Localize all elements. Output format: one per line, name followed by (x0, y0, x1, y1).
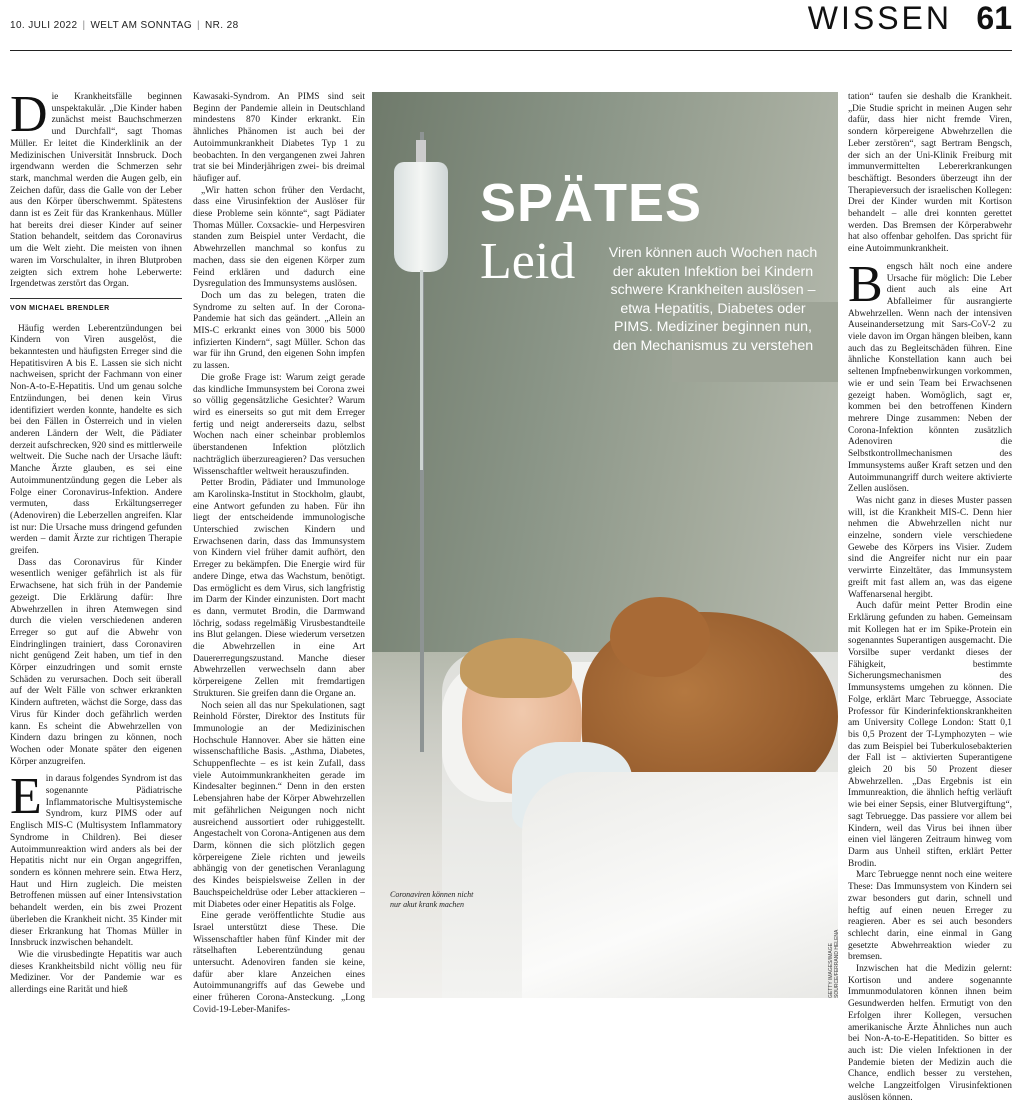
paragraph: tation“ taufen sie deshalb die Krankheit. „Die Studie spricht in meinen Augen sehr dafür, dass hier nicht fremde Viren, sondern körpereigene Abwehrzellen die Leber zerstören“, sagt Bertram Bengsch, der sich an der Uni-Klinik Freiburg mit immunvermittelten Lebererkrankungen beschäftigt. Besonders überzeugt ihn der Therapieversuch der israelischen Kollegen: Drei der Kinder wurden mit Kortison behandelt – alle drei konnten gerettet werden. Das Bremsen der Körperabwehr hat also offenbar geholfen. Das spricht für eine Autoimmunkrankheit. (848, 92, 1012, 255)
paragraph: Bengsch hält noch eine andere Ursache für möglich: Die Leber dient auch als eine Art Abfalleimer für ausrangierte Abwehrzellen. Wenn nach der intensiven Auseinandersetzung mit Sars-CoV-2 zu viele davon im Organ hängen bleiben, kann auch das zu Begleitschäden führen. Eine ähnliche Konstellation kann auch bei seltenen Impfnebenwirkungen vorkommen, wie er und sein Team bei Erwachsenen gezeigt haben. Womöglich, sagt er, kommen bei den betroffenen Kindern mehrere Dinge zusammen: Neben der Corona-Infektion könnten zusätzlich Adenoviren die Selbstkontrollmechanismen des Immunsystems außer Kraft setzen und den Autoimmunangriff durch weitere aktivierte Zellen auslösen. (848, 255, 1012, 495)
byline: VON MICHAEL BRENDLER (10, 298, 182, 315)
paragraph: „Wir hatten schon früher den Verdacht, dass eine Virusinfektion der Auslöser für diese Probleme sein könnte“, sagt Pädiater Thomas Müller. Coxsackie- und Herpesviren standen zum Beispiel unter Verdacht, die Abwehrzellen manchmal so konfus zu machen, dass sie den eigenen Körper zum Feind erklären und dadurch eine Dysregulation des Immunsystems auslösen. (193, 185, 365, 290)
dropcap: D (10, 86, 48, 143)
paragraph: Was nicht ganz in dieses Muster passen will, ist die Krankheit MIS-C. Denn hier nehmen die Abwehrzellen nicht nur einzelne, sondern viele verschiedene Gewebe des Körpers ins Visier. Zudem sind die Angreifer nicht nur ein paar verwirrte Einzeltäter, das Immunsystem greift mit fast allem an, was das eigene Waffenarsenal hergibt. (848, 495, 1012, 600)
paragraph: Doch um das zu belegen, traten die Syndrome zu selten auf. In der Corona-Pandemie hat sich das geändert. „Allein an MIS-C erkrankt eines von 3000 bis 5000 infizierten Kindern“, sagt Müller. Schon das war für ihn Grund, den eigenen Sohn impfen zu lassen. (193, 290, 365, 372)
photo-credit: GETTY IMAGES/IMAGE SOURCE/FERRAND HELENA (828, 929, 840, 998)
lead-paragraph: Die Krankheitsfälle beginnen unspektakulär. „Die Kinder haben zunächst meist Bauchschmerzen und Durchfall“, sagt Thomas Müller. Er leitet die Kinderklinik an der Medizinischen Universität Innsbruck. Doch irgendwann werden die Schmerzen sehr stark, manchmal werden die Augen gelb, ein Zeichen dafür, dass die Galle von der Leber aus den Körper überschwemmt. Spätestens dann ist es Zeit für das Krankenhaus. Müller hat bereits drei dieser Kinder auf seiner Station behandelt, seitdem das Coronavirus um die Welt zieht. Die meisten von ihnen waren im Vorschulalter, in ihren Blutproben zeigten sich extrem hohe Leberwerte: Irgendetwas zerstört das Organ. (10, 86, 182, 290)
headline-light: Leid (480, 233, 576, 290)
paragraph: Ein daraus folgendes Syndrom ist das sogenannte Pädiatrische Inflammatorische Multisystemische Syndrom, kurz PIMS oder auf Englisch MIS-C (Multisystem Inflammatory Syndrome in Children). Bei dieser Autoimmunreaktion wird anders als bei der Hepatitis nicht nur ein Organ angegriffen, sondern es können mehrere sein. Etwa Herz, Haut und Hirn zugleich. Die meisten Betroffenen müssen auf einer Intensivstation behandelt werden, ein bis zwei Prozent überleben die Krankheit nicht. 35 Kinder mit dieser Erkrankung hat Thomas Müller in Innsbruck inzwischen behandelt. (10, 768, 182, 949)
paragraph: Inzwischen hat die Medizin gelernt: Kortison und andere sogenannte Immunmodulatoren können ihnen beim Gesundwerden helfen. Ermutigt von den Erfolgen ihrer Kollegen, versuchen amerikanische Ärzte Ähnliches nun auch bei Non-A-to-E-Hepatitiden. So bitter es auch ist: Die vielen Infektionen in der Pandemie bieten der Medizin auch die Chance, endlich besser zu verstehen, welche Langzeitfolgen Virusinfektionen auslösen können. (848, 964, 1012, 1103)
headline-bold: SPÄTES (480, 173, 703, 233)
header-rule (10, 50, 1012, 51)
iv-bag (394, 162, 448, 272)
dropcap: B (848, 255, 883, 313)
article-dek: Viren können auch Wochen nach der akuten Infektion bei Kindern schwere Krankheiten auslösen – etwa Hepatitis, Diabetes oder PIMS. Mediziner beginnen nun, den Mechanismus zu verstehen (608, 245, 818, 354)
paragraph: Auch dafür meint Petter Brodin eine Erklärung gefunden zu haben. Gemeinsam mit Kollegen hat er im Spike-Protein ein sogenanntes Superantigen ausgemacht. Die Vorsilbe super verdankt dieses der Fähigkeit, bestimmte Sicherungsmechanismen des Immunsystems umgehen zu können. Die Folge, erklärt Marc Tebruegge, Associate Professor für Kinderinfektionskrankheiten am University College London: Statt 0,1 bis 0,5 Prozent der T-Lymphozyten – wie das zum Beispiel bei Tuberkulosebakterien der Fall ist – aktivierten Superantigene gleich 20 bis 50 Prozent dieser Abwehrzellen. „Das Ergebnis ist ein Immunreaktion, die ähnlich heftig verläuft wie bei einer Sepsis, einer Blutvergiftung“, sagt Tebruegge. Das passiere vor allem bei Kindern, weil das Virus bei ihnen über einen viel längeren Zeitraum hinweg vom Darm aus Unheil stiften, erklärt Petter Brodin. (848, 601, 1012, 869)
issue-date: 10. JULI 2022 (10, 20, 78, 31)
section-title: WISSEN (807, 0, 952, 36)
paragraph: Marc Tebruegge nennt noch eine weitere These: Das Immunsystem von Kindern sei zwar besonders gut darin, schnell und heftig auf einen neuen Erreger zu reagieren. Aber es sei auch besonders schlecht darin, eine einmal in Gang gesetzte Abwehrreaktion wieder zu bremsen. (848, 870, 1012, 963)
paragraph: Häufig werden Leberentzündungen bei Kindern von Viren ausgelöst, die bekanntesten und häufigsten Erreger sind die Hepatitisviren A bis E. Lassen sie sich nicht nachweisen, spricht der Fachmann von einer Non-A-to-E-Hepatitis. Und um genau solche Entzündungen, bei denen kein Virus identifiziert werden konnte, handelte es sich bei den Fällen in Österreich und in vielen anderen Ländern der Welt, die Pädiater derzeit aufschrecken, 920 sind es mittlerweile weltweit. Die Suche nach der Ursache läuft: Manche Ärzte glauben, es sei eine Autoimmunentzündung gegen die Leber als Folge einer Coronavirus-Infektion. Andere vermuten, dass Erkältungserreger (Adenoviren) die Leberzellen angreifen. Klar ist nur: Die Ursache muss dringend gefunden werden – damit Ärzte zur richtigen Therapie greifen. (10, 323, 182, 557)
issue-meta: 10. JULI 2022 | WELT AM SONNTAG | NR. 28 (10, 20, 239, 31)
paragraph: Noch seien all das nur Spekulationen, sagt Reinhold Förster, Direktor des Instituts für Immunologie an der Medizinischen Hochschule Hannover. Aber sie hätten eine wissenschaftliche Basis. „Asthma, Diabetes, Schuppenflechte – es ist kein Zufall, dass viele Autoimmunkrankheiten gerade im Kindesalter beginnen.“ Denn in den ersten Lebensjahren habe der Körper Abwehrzellen mit gefährlichen Neigungen noch nicht ausreichend aussortiert oder ruhiggestellt. Angestachelt von Corona-Antigenen aus dem Darm, können die sich plötzlich gegen körpereigene Ziele richten und jeweils abhängig von der genetischen Veranlagung des Kindes beispielsweise Zellen in der Bauchspeicheldrüse oder Leber attackieren – mit Diabetes oder einer Hepatitis als Folge. (193, 700, 365, 910)
paragraph: Dass das Coronavirus für Kinder wesentlich weniger gefährlich ist als für Erwachsene, hat sich früh in der Pandemie gezeigt. Die Erklärung dafür: Ihre Abwehrzellen in ihren Atemwegen sind durch die vielen verschiedenen anderen Erreger so gut auf die Abwehr von Eindringlingen trainiert, dass Coronaviren nicht genügend Zeit haben, um tief in den Körper einzudringen und somit ernste Schäden zu verursachen. Doch seit überall auf der Welt Fälle von schwer erkrankten Kindern auftreten, wächst die Sorge, dass das Virus für Kinder doch gefährlich werden kann. Es scheint die Abwehrzellen von Kindern dazu bringen zu können, noch Wochen oder Monate später den eigenen Körper anzugreifen. (10, 557, 182, 767)
page-header (10, 0, 1012, 46)
blanket (522, 772, 838, 998)
paragraph: Wie die virusbedingte Hepatitis war auch dieses Krankheitsbild nicht völlig neu für Mediziner. Vor der Pandemie war es allerdings eine Rarität und hieß (10, 949, 182, 996)
paragraph: Petter Brodin, Pädiater und Immunologe am Karolinska-Institut in Stockholm, glaubt, eine Antwort gefunden zu haben. Für ihn liegt der entscheidende immunologische Unterschied zwischen Kindern und Erwachsenen darin, dass das Immunsystem von Kindern viel früher damit aufhört, den Erreger zu bekämpfen. Die Energie wird für andere Dinge, etwa das Wachstum, benötigt. Das ermöglicht es dem Virus, sich langfristig im Darm der Kinder einzunisten. Dort macht es dann, vermutet Brodin, die Darmwand löchrig, sodass regelmäßig Virusbestandteile ins Blut gelangen. Diese wiederum versetzen die Abwehrzellen in eine Art Dauererregungszustand. Manche dieser Abwehrzellen verwechseln dann aber körpereigene Zellen mit fremdartigen Strukturen. Sie greifen dann die Organe an. (193, 478, 365, 699)
child-hair (460, 638, 572, 698)
paragraph: Kawasaki-Syndrom. An PIMS sind seit Beginn der Pandemie allein in Deutschland mindestens 870 Kinder erkrankt. Ein ähnliches Phänomen ist auch bei der Autoimmunkrankheit Diabetes Typ 1 zu beobachten. In den vergangenen zwei Jahren trat sie bei Minderjährigen zwei- bis dreimal häufiger auf. (193, 92, 365, 184)
paragraph: Die große Frage ist: Warum zeigt gerade das kindliche Immunsystem bei Corona zwei so völlig gegensätzliche Gesichter? Warum wird es einerseits so gut mit dem Erreger fertig und neigt andererseits dazu, selbst Wochen nach einer scheinbar problemlos überstandenen Infektion plötzlich nachträglich überzureagieren? Das versuchen Wissenschaftler weltweit herauszufinden. (193, 372, 365, 477)
paragraph: Eine gerade veröffentlichte Studie aus Israel unterstützt diese These. Die Wissenschaftler haben fünf Kinder mit der rätselhaften Leberentzündung genau untersucht. Adenoviren fanden sie keine, dafür aber klare Anzeichen eines Autoimmunangriffs auf das Gewebe und einer früheren Corona-Ansteckung. „Long Covid-19-Leber-Manifes- (193, 911, 365, 1015)
article-column-2 (193, 92, 365, 1017)
page-number: 61 (976, 0, 1012, 36)
teddy-bear-head (610, 597, 710, 677)
article-column-4 (848, 92, 1012, 1104)
dropcap: E (10, 768, 42, 826)
hero-photo (372, 92, 838, 998)
article-column-1 (10, 86, 182, 997)
newspaper-name: WELT AM SONNTAG (90, 20, 193, 31)
photo-caption: Coronaviren können nicht nur akut krank machen (390, 890, 474, 909)
issue-number: NR. 28 (205, 20, 239, 31)
iv-tube (420, 270, 423, 470)
iv-bag-cap (416, 140, 426, 164)
